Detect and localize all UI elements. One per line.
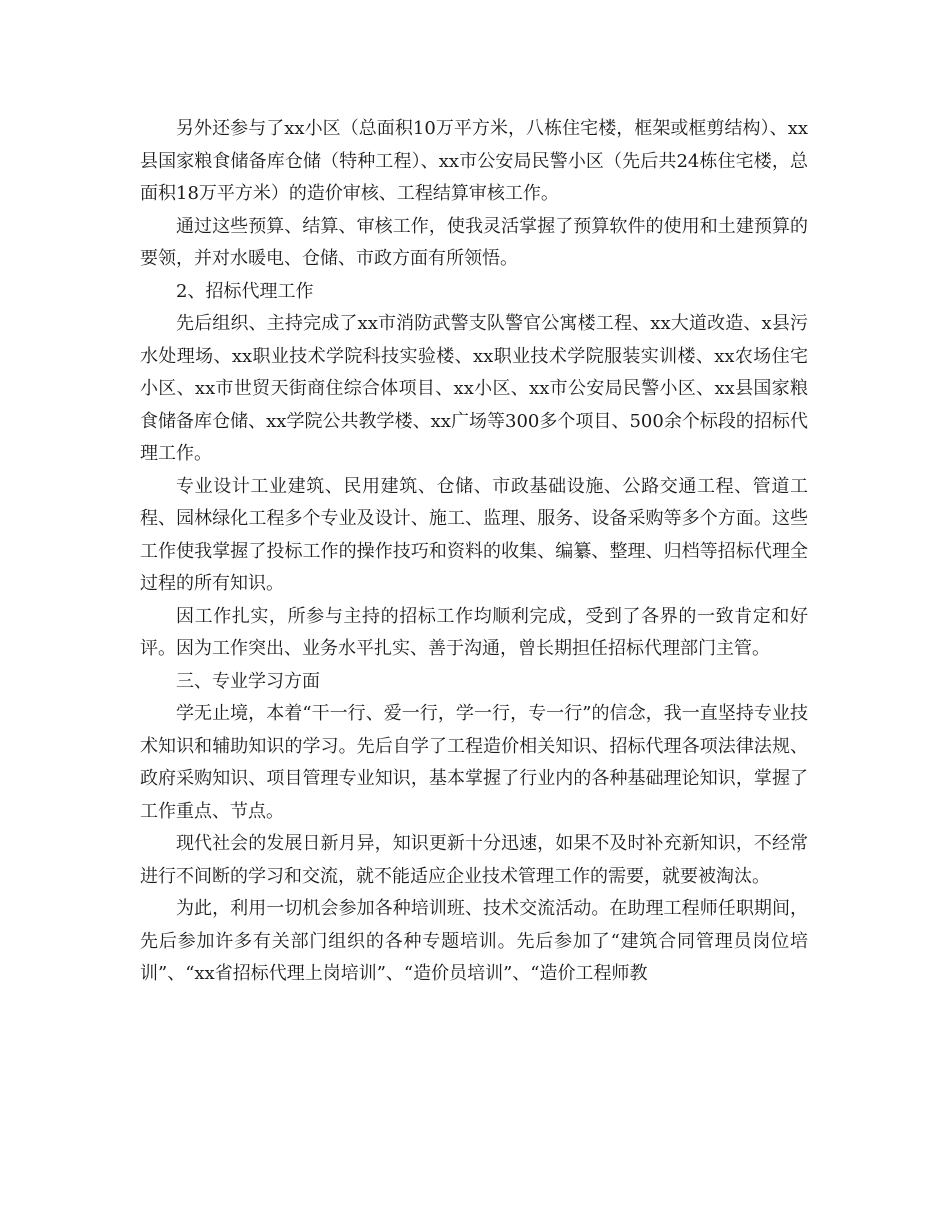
section-heading-bidding-agency: 2、招标代理工作: [176, 280, 314, 302]
paragraph-7: 现代社会的发展日新月异，知识更新十分迅速，如果不及时补充新知识，不经常进行不间断的学习和交流，就不能适应企业技术管理工作的需要，就要被淘汰。: [140, 833, 808, 887]
paragraph-1: 另外还参与了xx小区（总面积10万平方米，八栋住宅楼，框架或框剪结构）、xx县国家粮食储备库仓储（特种工程）、xx市公安局民警小区（先后共24栋住宅楼，总面积18万平方米）的造价审核、工程结算审核工作。: [140, 118, 808, 204]
document-body: [140, 113, 808, 991]
section-heading-professional-study: 三、专业学习方面: [176, 670, 320, 692]
paragraph-6: 学无止境，本着“干一行、爱一行，学一行，专一行”的信念，我一直坚持专业技术知识和辅助知识的学习。先后自学了工程造价相关知识、招标代理各项法律法规、政府采购知识、项目管理专业知识，基本掌握了行业内的各种基础理论知识，掌握了工作重点、节点。: [140, 703, 808, 822]
paragraph-4: 专业设计工业建筑、民用建筑、仓储、市政基础设施、公路交通工程、管道工程、园林绿化工程多个专业及设计、施工、监理、服务、设备采购等多个方面。这些工作使我掌握了投标工作的操作技巧和资料的收集、编纂、整理、归档等招标代理全过程的所有知识。: [140, 475, 808, 594]
paragraph-3: 先后组织、主持完成了xx市消防武警支队警官公寓楼工程、xx大道改造、x县污水处理场、xx职业技术学院科技实验楼、xx职业技术学院服装实训楼、xx农场住宅小区、xx市世贸天街商住综合体项目、xx小区、xx市公安局民警小区、xx县国家粮食储备库仓储、xx学院公共教学楼、xx广场等300多个项目、500余个标段的招标代理工作。: [140, 313, 808, 464]
paragraph-2: 通过这些预算、结算、审核工作，使我灵活掌握了预算软件的使用和土建预算的要领，并对水暖电、仓储、市政方面有所领悟。: [140, 215, 808, 269]
paragraph-8: 为此，利用一切机会参加各种培训班、技术交流活动。在助理工程师任职期间，先后参加许多有关部门组织的各种专题培训。先后参加了“建筑合同管理员岗位培训”、“xx省招标代理上岗培训”、“造价员培训”、“造价工程师教: [140, 898, 808, 984]
paragraph-5: 因工作扎实，所参与主持的招标工作均顺利完成，受到了各界的一致肯定和好评。因为工作突出、业务水平扎实、善于沟通，曾长期担任招标代理部门主管。: [140, 605, 808, 659]
